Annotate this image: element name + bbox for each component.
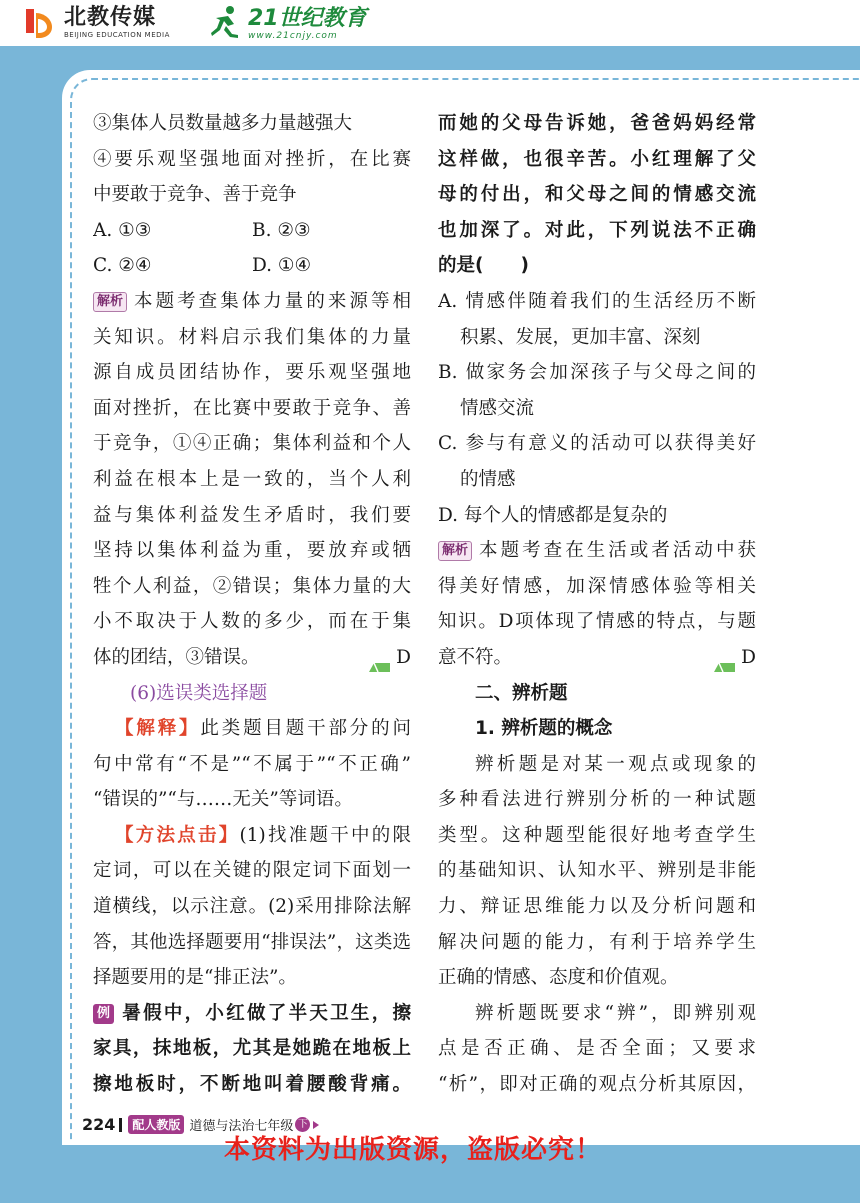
book-title: 道德与法治七年级 [189,1119,294,1134]
text-line [93,711,411,747]
paragraph-line: 解决问题的能力，有利于培养学生 [438,931,756,953]
left-column [93,106,411,1103]
explanation-answer-line [93,640,411,676]
section-heading: 二、辨析题 [475,682,568,704]
explanation-line: 关知识。材料启示我们集体的力量 [93,326,411,348]
partner-name: 21世纪教育 [248,6,367,31]
option-c-cont: 的情感 [460,468,516,490]
footer-divider [119,1118,122,1132]
method-label: 【方法点击】 [115,824,240,846]
text-line [93,818,411,854]
jiexi-tag: 解析 [93,292,127,312]
options-row [93,248,411,284]
explanation-line: 意不符。 [438,646,513,668]
option-b: B. 做家务会加深孩子与父母之间的 [438,362,756,384]
text-line: 择题要用的是“排正法”。 [93,967,297,989]
publisher-subtitle: BEIJING EDUCATION MEDIA [64,31,170,39]
explanation-text: 本题考查集体力量的来源等相 [131,290,411,312]
text-line: “错误的”“与……无关”等词语。 [93,789,353,811]
explanation-line: 得美好情感，加深情感体验等相关 [438,575,756,597]
text-line: 道横线，以示注意。(2)采用排除法解 [93,896,411,918]
text-fragment: 此类题目题干部分的问 [200,718,411,740]
question-line: 母的付出，和父母之间的情感交流 [438,184,756,206]
question-line: 家具，抹地板，尤其是她跪在地板上 [93,1038,411,1060]
text-line: 定词，可以在关键的限定词下面划一 [93,860,411,882]
option-b-cont: 情感交流 [460,397,535,419]
paragraph-line: 辨析题是对某一观点或现象的 [475,753,756,775]
answer-label: D [396,646,411,668]
edition-badge: 配人教版 [128,1115,184,1134]
explanation-line: 源自成员团结协作，要乐观坚强地 [93,362,411,384]
text-line: 答，其他选择题要用“排误法”，这类选 [93,931,411,953]
question-line: 而她的父母告诉她，爸爸妈妈经常 [438,113,756,134]
partner-url: www.21cnjy.com [248,31,338,41]
paragraph-line: 点是否正确、是否全面；又要求 [438,1038,756,1060]
paragraph-line: 多种看法进行辨别分析的一种试题 [438,789,756,811]
pen-icon [713,651,737,664]
question-line: 擦地板时，不断地叫着腰酸背痛。 [93,1074,411,1096]
option-c: C. ②④ [93,255,152,277]
explanation-line [93,284,411,320]
text-line: 句中常有“不是”“不属于”“不正确” [93,753,411,775]
explanation-line: 益与集体利益发生矛盾时，我们要 [93,504,411,526]
publisher-mark-icon [22,3,56,41]
option-d: D. 每个人的情感都是复杂的 [438,504,668,526]
option-a-cont: 积累、发展，更加丰富、深刻 [460,326,701,348]
explanation-line: 知识。D项体现了情感的特点，与题 [438,611,756,633]
paragraph-line: 辨析题既要求“辨”，即辨别观 [475,1002,756,1024]
explanation-line [438,533,756,569]
text-fragment: (1)找准题干中的限 [239,824,411,846]
volume-badge: 下 [295,1117,310,1132]
jieshi-label: 【解释】 [115,718,201,740]
text-line: 中要敢于竞争、善于竞争 [93,184,297,206]
copyright-watermark: 本资料为出版资源，盗版必究！ [224,1135,603,1165]
explanation-line: 面对挫折，在比赛中要敢于竞争、善 [93,397,411,419]
explanation-line: 体的团结，③错误。 [93,646,260,668]
paragraph-line: 力、辩证思维能力以及分析问题和 [438,896,756,918]
explanation-text: 本题考查在生活或者活动中获 [476,540,756,562]
question-line: 也加深了。对此，下列说法不正确 [438,219,756,241]
subsection-heading: 1. 辨析题的概念 [475,718,613,740]
text-line: ③集体人员数量越多力量越强大 [93,113,353,134]
runner-icon [208,4,242,44]
explanation-line: 牲个人利益，②错误；集体力量的大 [93,575,411,597]
question-line: 的是( ) [438,255,529,277]
text-line: ④要乐观坚强地面对挫折，在比赛 [93,148,411,170]
options-row [93,213,411,249]
explanation-line: 利益在根本上是一致的，当个人利 [93,468,411,490]
section-heading: (6)选误类选择题 [130,682,268,704]
option-c: C. 参与有意义的活动可以获得美好 [438,433,756,455]
answer-label: D [741,646,756,668]
paragraph-line: “析”，即对正确的观点分析其原因， [438,1074,756,1096]
jiexi-tag: 解析 [438,541,472,561]
option-d: D. ①④ [252,255,312,277]
example-tag: 例 [93,1004,114,1024]
page-number: 224 [82,1115,116,1134]
question-line: 这样做，也很辛苦。小红理解了父 [438,148,756,170]
partner-logo [208,4,367,44]
paragraph-line: 的基础知识、认知水平、辨别是非能 [438,860,756,882]
top-header [0,0,860,46]
explanation-line: 小不取决于人数的多少，而在于集 [93,611,411,633]
right-column [438,106,756,1103]
publisher-logo [22,3,170,41]
publisher-name: 北教传媒 [64,5,157,30]
explanation-answer-line [438,640,756,676]
paragraph-line: 类型。这种题型能很好地考查学生 [438,824,756,846]
explanation-line: 坚持以集体利益为重，要放弃或牺 [93,540,411,562]
option-a: A. ①③ [93,219,152,241]
paragraph-line: 正确的情感、态度和价值观。 [438,967,679,989]
pen-icon [368,651,392,664]
option-b: B. ②③ [252,219,311,241]
option-a: A. 情感伴随着我们的生活经历不断 [438,290,756,312]
question-line [93,996,411,1032]
text-fragment: 暑假中，小红做了半天卫生，擦 [120,1002,411,1024]
explanation-line: 于竞争，①④正确；集体利益和个人 [93,433,411,455]
triangle-arrow-icon [313,1121,319,1129]
